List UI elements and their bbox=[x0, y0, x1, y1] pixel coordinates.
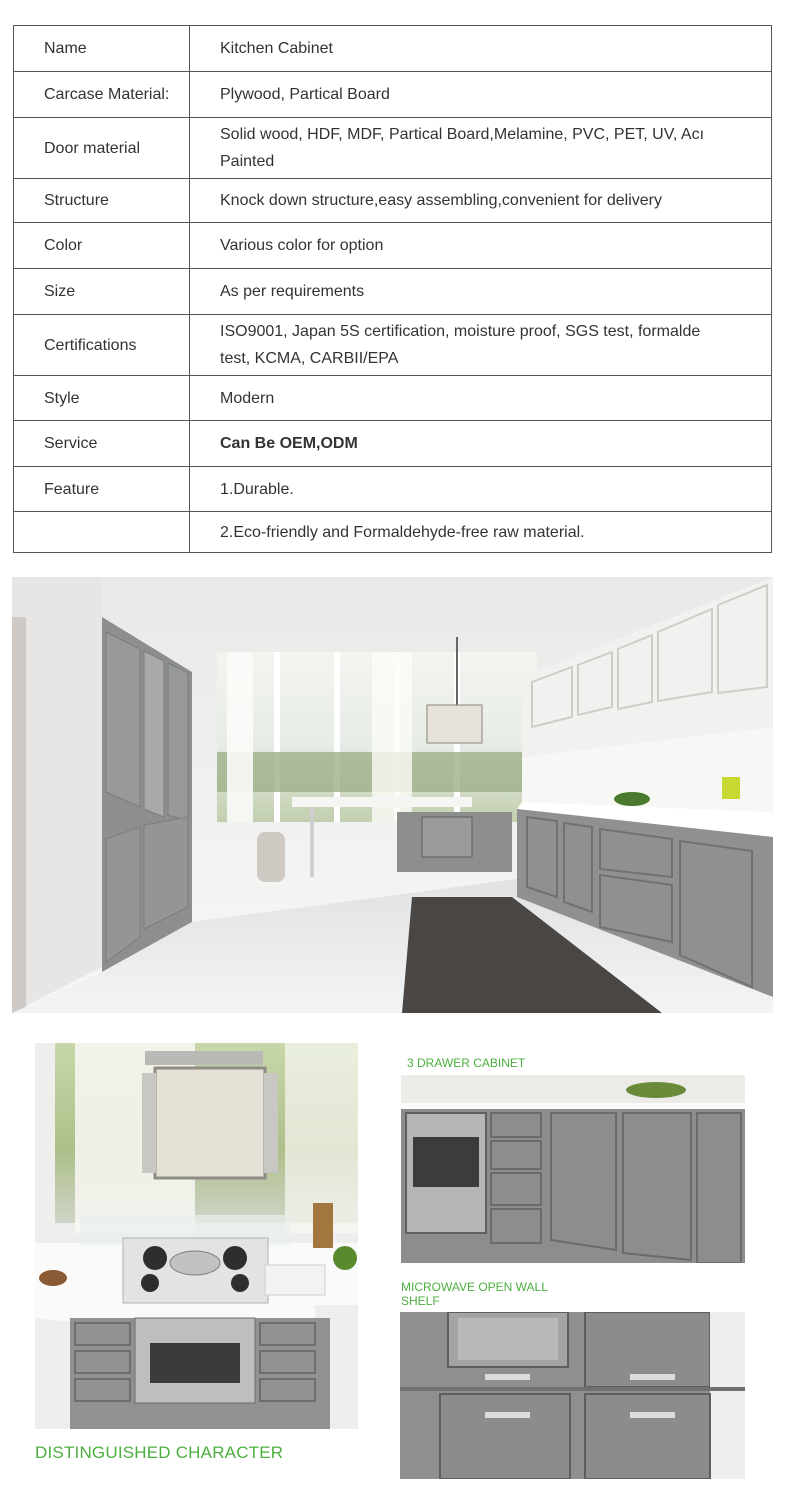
table-row bbox=[14, 223, 772, 269]
row-value: Knock down structure,easy assembling,convenient for delivery bbox=[190, 179, 772, 223]
row-label: Structure bbox=[14, 179, 190, 223]
row-label: Feature bbox=[14, 467, 190, 512]
table-row bbox=[14, 467, 772, 512]
row-value: 1.Durable. bbox=[190, 467, 772, 512]
row-label: Color bbox=[14, 223, 190, 269]
table-row bbox=[14, 315, 772, 376]
row-label: Certifications bbox=[14, 315, 190, 376]
drawer-cabinet-caption: 3 DRAWER CABINET bbox=[407, 1056, 526, 1070]
row-label bbox=[14, 512, 190, 553]
row-value: Solid wood, HDF, MDF, Partical Board,Melamine, PVC, PET, UV, Acı Painted bbox=[190, 118, 772, 179]
kitchen-main-photo bbox=[12, 577, 773, 1013]
row-label: Door material bbox=[14, 118, 190, 179]
row-value: Plywood, Partical Board bbox=[190, 72, 772, 118]
row-label: Size bbox=[14, 269, 190, 315]
wall-shelf-photo bbox=[400, 1312, 745, 1479]
spec-table bbox=[13, 25, 772, 553]
hob-hood-illustration bbox=[35, 1043, 358, 1429]
table-row bbox=[14, 26, 772, 72]
row-value: Modern bbox=[190, 376, 772, 421]
table-row bbox=[14, 72, 772, 118]
microwave-shelf-caption-line2: SHELF bbox=[401, 1294, 440, 1308]
drawer-cabinet-photo bbox=[401, 1075, 745, 1263]
row-value: Various color for option bbox=[190, 223, 772, 269]
drawer-cabinet-illustration bbox=[401, 1075, 745, 1263]
microwave-shelf-caption-line1: MICROWAVE OPEN WALL bbox=[401, 1280, 548, 1294]
row-value: 2.Eco-friendly and Formaldehyde-free raw material. bbox=[190, 512, 772, 553]
row-value: Kitchen Cabinet bbox=[190, 26, 772, 72]
row-value: Can Be OEM,ODM bbox=[190, 421, 772, 467]
row-label: Carcase Material: bbox=[14, 72, 190, 118]
distinguished-character-caption: DISTINGUISHED CHARACTER bbox=[35, 1443, 284, 1462]
table-row bbox=[14, 118, 772, 179]
table-row bbox=[14, 376, 772, 421]
row-label: Name bbox=[14, 26, 190, 72]
table-row bbox=[14, 512, 772, 553]
row-label: Service bbox=[14, 421, 190, 467]
table-row bbox=[14, 421, 772, 467]
row-label: Style bbox=[14, 376, 190, 421]
kitchen-main-illustration bbox=[12, 577, 773, 1013]
wall-shelf-illustration bbox=[400, 1312, 745, 1479]
table-row bbox=[14, 179, 772, 223]
table-row bbox=[14, 269, 772, 315]
row-value: ISO9001, Japan 5S certification, moisture proof, SGS test, formalde test, KCMA, CARBII/EPA bbox=[190, 315, 772, 376]
row-value: As per requirements bbox=[190, 269, 772, 315]
hob-hood-photo bbox=[35, 1043, 358, 1429]
